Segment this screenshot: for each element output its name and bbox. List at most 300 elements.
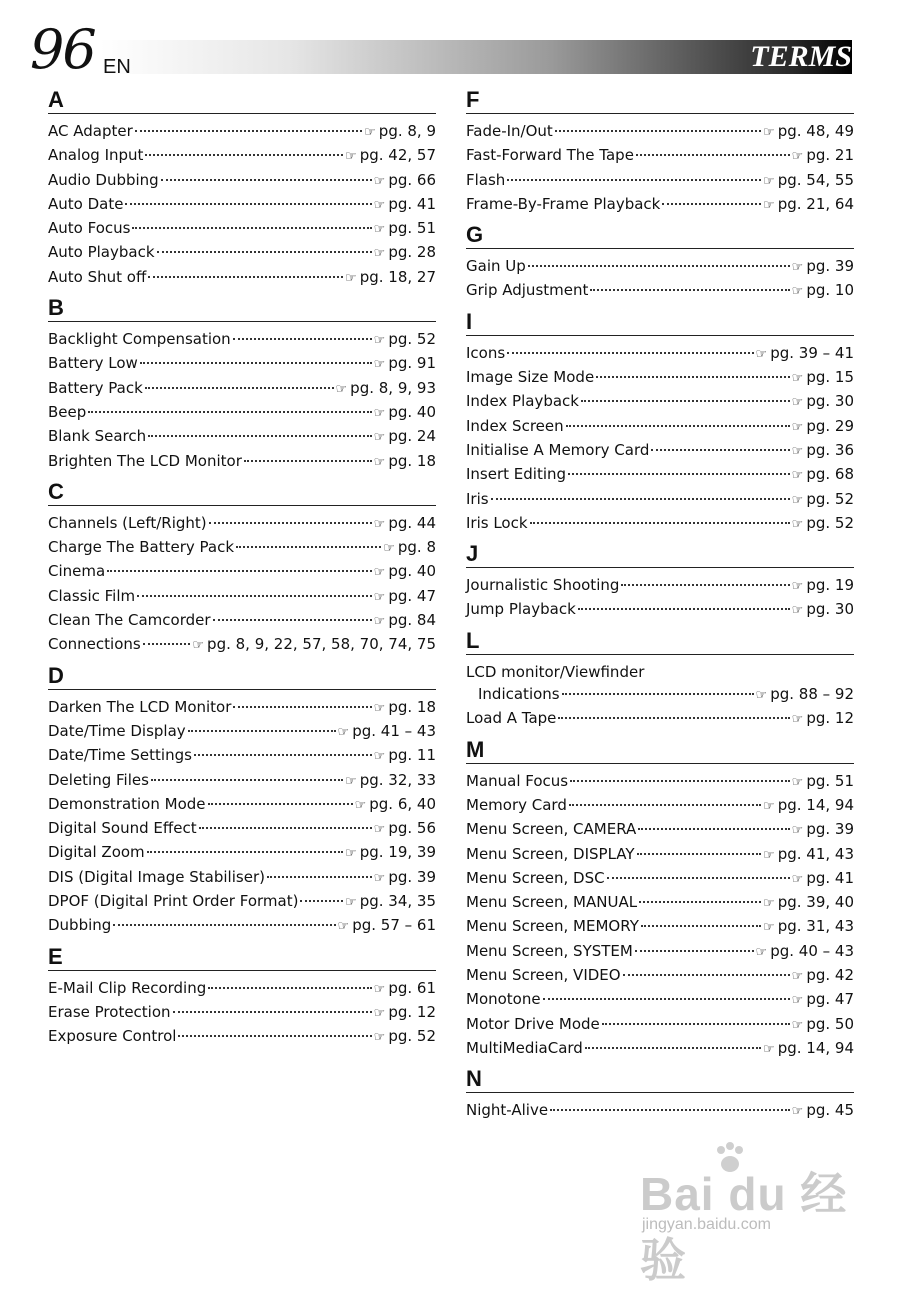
page-reference [374,1001,436,1025]
index-entry [48,817,436,841]
index-section-e [48,943,436,1050]
page-title: TERMS [750,40,852,73]
index-section-j [466,540,854,623]
pointing-hand-icon: ☞ [791,516,804,532]
entry-term: Auto Date [48,194,124,213]
dot-leader [596,376,789,378]
entry-term: Menu Screen, DSC [466,868,605,887]
dot-leader [173,1011,372,1013]
page-reference-text: pg. 40 [388,402,436,421]
dot-leader [636,154,790,156]
page-reference [345,769,436,793]
index-entry [466,915,854,939]
entry-term: Charge The Battery Pack [48,538,235,557]
index-section-n [466,1065,854,1123]
dot-leader [530,522,790,524]
entry-term: DIS (Digital Image Stabiliser) [48,867,265,886]
entry-list [466,120,854,217]
page-reference [355,793,436,817]
page-reference [792,964,854,988]
index-entry [466,843,854,867]
pointing-hand-icon: ☞ [337,919,350,935]
entry-term: Backlight Compensation [48,330,231,349]
index-entry [466,574,854,598]
page-reference [792,463,854,487]
entry-term: Date/Time Settings [48,746,192,765]
entry-list [48,696,436,939]
page-reference-text: pg. 36 [806,440,854,459]
dot-leader [570,780,790,782]
index-entry [48,377,436,401]
entry-term: Erase Protection [48,1002,171,1021]
dot-leader [208,803,353,805]
pointing-hand-icon: ☞ [373,333,386,349]
page-reference [374,401,436,425]
entry-term: LCD monitor/Viewfinder [466,662,645,681]
page-reference-text: pg. 50 [806,1014,854,1033]
index-entry [466,1099,854,1123]
pointing-hand-icon: ☞ [755,346,768,362]
dot-leader [107,570,371,572]
pointing-hand-icon: ☞ [791,371,804,387]
index-entry [48,450,436,474]
index-entry [48,585,436,609]
dot-leader [140,362,372,364]
entry-term: Image Size Mode [466,368,595,387]
pointing-hand-icon: ☞ [763,1041,775,1057]
entry-term: Index Playback [466,392,579,411]
page-reference-text: pg. 29 [806,416,854,435]
index-section-i [466,308,854,536]
index-entry [48,696,436,720]
page-reference-text: pg. 8, 9, 22, 57, 58, 70, 74, 75 [207,635,436,654]
dot-leader [135,130,362,132]
pointing-hand-icon: ☞ [791,419,804,435]
index-entry [48,1001,436,1025]
entry-term: Auto Shut off [48,267,147,286]
pointing-hand-icon: ☞ [791,284,804,300]
page-reference-text: pg. 12 [388,1002,436,1021]
page-reference [792,439,854,463]
dot-leader [623,974,790,976]
dot-leader [562,693,754,695]
index-entry [48,401,436,425]
page-reference-text: pg. 61 [388,978,436,997]
entry-term: Motor Drive Mode [466,1014,600,1033]
page-reference-text: pg. 30 [806,392,854,411]
page-reference [364,120,436,144]
header-gradient-bar [100,40,852,74]
pointing-hand-icon: ☞ [373,589,386,605]
dot-leader [209,522,372,524]
entry-term: Night-Alive [466,1101,549,1120]
pointing-hand-icon: ☞ [763,920,775,936]
index-entry [48,120,436,144]
page-reference [345,266,436,290]
section-letter: M [466,736,854,764]
page-number: 96 [30,18,95,81]
dot-leader [143,643,191,645]
pointing-hand-icon: ☞ [791,579,804,595]
pointing-hand-icon: ☞ [337,724,350,740]
dot-leader [635,950,754,952]
dot-leader [147,851,343,853]
entry-term: Grip Adjustment [466,281,589,300]
dot-leader [137,595,372,597]
pointing-hand-icon: ☞ [791,468,804,484]
index-entry [48,769,436,793]
dot-leader [157,251,372,253]
page-reference [792,415,854,439]
pointing-hand-icon: ☞ [791,492,804,508]
pointing-hand-icon: ☞ [192,638,205,654]
page-reference-text: pg. 12 [806,709,854,728]
page-reference-text: pg. 88 – 92 [770,685,854,704]
dot-leader [213,619,372,621]
index-entry [466,144,854,168]
pointing-hand-icon: ☞ [791,443,804,459]
page-reference-text: pg. 40 [388,562,436,581]
entry-list [48,328,436,474]
index-entry [48,512,436,536]
page-reference [763,169,854,193]
page-reference [763,843,854,867]
page-reference-text: pg. 68 [806,465,854,484]
page-reference [792,598,854,622]
page-reference-text: pg. 52 [388,1027,436,1046]
entry-term: Menu Screen, MANUAL [466,893,638,912]
entry-term: Exposure Control [48,1027,177,1046]
dot-leader [621,584,789,586]
page-reference [792,390,854,414]
entry-term: Audio Dubbing [48,170,159,189]
pointing-hand-icon: ☞ [755,688,768,704]
page-reference-text: pg. 8, 9 [378,122,436,140]
entry-list [466,770,854,1062]
page-language: EN [103,56,131,78]
page-reference [763,120,854,144]
dot-leader [236,546,381,548]
index-entry [48,720,436,744]
entry-term: Menu Screen, VIDEO [466,966,621,985]
page-reference-text: pg. 18 [388,451,436,470]
page-reference [792,707,854,731]
pointing-hand-icon: ☞ [373,173,386,189]
page-reference-text: pg. 52 [806,489,854,508]
dot-leader [188,730,336,732]
entry-term: Fade-In/Out [466,122,553,140]
entry-term: Fast-Forward The Tape [466,146,634,165]
page-reference [374,1025,436,1049]
page-reference [374,328,436,352]
dot-leader [88,411,371,413]
index-entry [466,342,854,366]
dot-leader [555,130,761,132]
pointing-hand-icon: ☞ [373,454,386,470]
page-reference [756,940,854,964]
page-reference [763,1037,854,1061]
index-entry [466,415,854,439]
page-reference-text: pg. 24 [388,427,436,446]
entry-term: Blank Search [48,427,147,446]
entry-list [466,661,854,732]
pointing-hand-icon: ☞ [373,822,386,838]
index-entry [466,1037,854,1061]
entry-term: Digital Sound Effect [48,819,197,838]
pointing-hand-icon: ☞ [763,197,775,213]
dot-leader [145,154,343,156]
dot-leader [607,877,790,879]
entry-term: Cinema [48,562,106,581]
page-reference [763,915,854,939]
page-reference-text: pg. 8, 9, 93 [350,378,436,397]
dot-leader [507,352,753,354]
pointing-hand-icon: ☞ [763,847,775,863]
pointing-hand-icon: ☞ [373,246,386,262]
pointing-hand-icon: ☞ [373,614,386,630]
index-entry [466,193,854,217]
dot-leader [507,179,761,181]
watermark-url: jingyan.baidu.com [642,1216,771,1233]
entry-list [466,342,854,536]
page-reference [792,144,854,168]
dot-leader [148,276,343,278]
entry-term: Demonstration Mode [48,794,206,813]
dot-leader [233,338,372,340]
index-entry [466,488,854,512]
page-reference-text: pg. 14, 94 [777,1038,854,1057]
entry-term: Battery Pack [48,378,143,397]
page-reference [345,841,436,865]
page-reference [345,144,436,168]
pointing-hand-icon: ☞ [791,149,804,165]
page-reference [792,1099,854,1123]
entry-term: Menu Screen, CAMERA [466,820,637,839]
entry-term: Digital Zoom [48,843,145,862]
pointing-hand-icon: ☞ [345,270,357,286]
dot-leader [568,473,790,475]
entry-term: Menu Screen, MEMORY [466,917,639,936]
page-reference [792,512,854,536]
index-entry [48,977,436,1001]
pointing-hand-icon: ☞ [755,944,768,960]
entry-term: Frame-By-Frame Playback [466,194,661,213]
page-reference [374,425,436,449]
page-reference-text: pg. 57 – 61 [352,916,436,935]
page-reference [336,377,436,401]
entry-term: Icons [466,343,506,362]
page-reference [792,366,854,390]
page-reference [374,560,436,584]
entry-term: Insert Editing [466,465,567,484]
dot-leader [662,203,761,205]
dot-leader [550,1109,790,1111]
dot-leader [638,828,789,830]
pointing-hand-icon: ☞ [373,981,386,997]
index-entry [48,744,436,768]
section-letter: L [466,627,854,655]
page-reference-text: pg. 34, 35 [359,892,436,911]
entry-term: Iris Lock [466,513,528,532]
index-entry [466,707,854,731]
index-entry [466,120,854,144]
index-entry [466,891,854,915]
page-reference-text: pg. 48, 49 [777,122,854,140]
page-reference-text: pg. 19 [806,576,854,595]
page-reference [374,217,436,241]
entry-term: E-Mail Clip Recording [48,978,207,997]
index-entry [48,266,436,290]
dot-leader [244,460,372,462]
index-entry [466,661,854,708]
entry-term: Battery Low [48,354,138,373]
index-section-m [466,736,854,1062]
pointing-hand-icon: ☞ [373,197,386,213]
page-reference-text: pg. 39 [806,820,854,839]
page-reference-text: pg. 51 [806,771,854,790]
page-reference [374,696,436,720]
dot-leader [543,998,790,1000]
page-reference [763,193,854,217]
dot-leader [590,289,789,291]
index-entry [48,193,436,217]
pointing-hand-icon: ☞ [791,969,804,985]
entry-term: Beep [48,402,87,421]
index-entry [48,866,436,890]
pointing-hand-icon: ☞ [763,125,775,140]
entry-term: Classic Film [48,586,136,605]
dot-leader [566,425,790,427]
index-entry [48,841,436,865]
index-entry [466,439,854,463]
entry-term: Menu Screen, DISPLAY [466,844,635,863]
index-entry [466,988,854,1012]
page-reference [374,169,436,193]
page-reference [374,817,436,841]
pointing-hand-icon: ☞ [373,700,386,716]
entry-list [48,977,436,1050]
pointing-hand-icon: ☞ [383,541,395,557]
index-entry [466,1013,854,1037]
page-reference [374,193,436,217]
index-column-left [48,86,436,1054]
entry-term: Dubbing [48,916,112,935]
section-letter: D [48,662,436,690]
section-letter: J [466,540,854,568]
dot-leader [151,779,343,781]
dot-leader [145,387,334,389]
page-reference-text: pg. 39 [806,257,854,276]
dot-leader [113,924,335,926]
page-reference-text: pg. 10 [806,281,854,300]
index-entry [466,463,854,487]
entry-list [466,255,854,304]
index-entry [466,818,854,842]
page-reference-text: pg. 52 [806,513,854,532]
dot-leader [558,717,789,719]
index-column-right [466,86,854,1128]
page-reference-text: pg. 42 [806,966,854,985]
pointing-hand-icon: ☞ [373,1005,386,1021]
dot-leader [639,901,761,903]
pointing-hand-icon: ☞ [345,846,357,862]
page-reference-text: pg. 6, 40 [369,794,436,813]
entry-term: Connections [48,635,141,654]
index-entry [466,390,854,414]
dot-leader [132,227,371,229]
entry-list [466,574,854,623]
index-entry [48,560,436,584]
section-letter: B [48,294,436,322]
page-reference [792,279,854,303]
index-entry [48,890,436,914]
index-entry [466,366,854,390]
index-entry [48,1025,436,1049]
pointing-hand-icon: ☞ [373,405,386,421]
page-reference [792,770,854,794]
entry-term: Gain Up [466,257,526,276]
watermark-logo: Bai du 经验 [640,1168,848,1286]
page-reference-text: pg. 31, 43 [777,917,854,936]
dot-leader [637,853,761,855]
entry-term-continued: Indications [478,685,560,704]
dot-leader [199,827,372,829]
section-letter: N [466,1065,854,1093]
page-reference [192,633,436,657]
pointing-hand-icon: ☞ [373,430,386,446]
pointing-hand-icon: ☞ [763,798,775,814]
pointing-hand-icon: ☞ [791,993,804,1009]
index-entry [48,217,436,241]
entry-term: Load A Tape [466,709,557,728]
page-reference-text: pg. 19, 39 [359,843,436,862]
index-entry [466,770,854,794]
pointing-hand-icon: ☞ [354,797,367,813]
page-reference [756,342,854,366]
page-reference [374,977,436,1001]
index-section-d [48,662,436,939]
section-letter: G [466,221,854,249]
index-section-c [48,478,436,658]
page-reference-text: pg. 54, 55 [777,170,854,189]
page-reference-text: pg. 21 [806,146,854,165]
entry-term: Deleting Files [48,770,149,789]
entry-continuation [466,683,854,707]
page-reference [792,867,854,891]
pointing-hand-icon: ☞ [373,1030,386,1046]
index-entry [48,793,436,817]
dot-leader [581,400,790,402]
index-section-a [48,86,436,290]
pointing-hand-icon: ☞ [791,395,804,411]
page-reference [374,450,436,474]
entry-term: Auto Focus [48,219,131,238]
pointing-hand-icon: ☞ [373,222,386,238]
entry-term: Date/Time Display [48,721,186,740]
index-entry [466,940,854,964]
dot-leader [651,449,789,451]
page-reference-text: pg. 84 [388,611,436,630]
index-entry [466,255,854,279]
pointing-hand-icon: ☞ [373,749,386,765]
page-reference-text: pg. 11 [388,746,436,765]
pointing-hand-icon: ☞ [373,870,386,886]
entry-term: Flash [466,170,506,189]
entry-term: Journalistic Shooting [466,576,620,595]
entry-term: Auto Playback [48,243,155,262]
dot-leader [602,1023,790,1025]
pointing-hand-icon: ☞ [791,871,804,887]
